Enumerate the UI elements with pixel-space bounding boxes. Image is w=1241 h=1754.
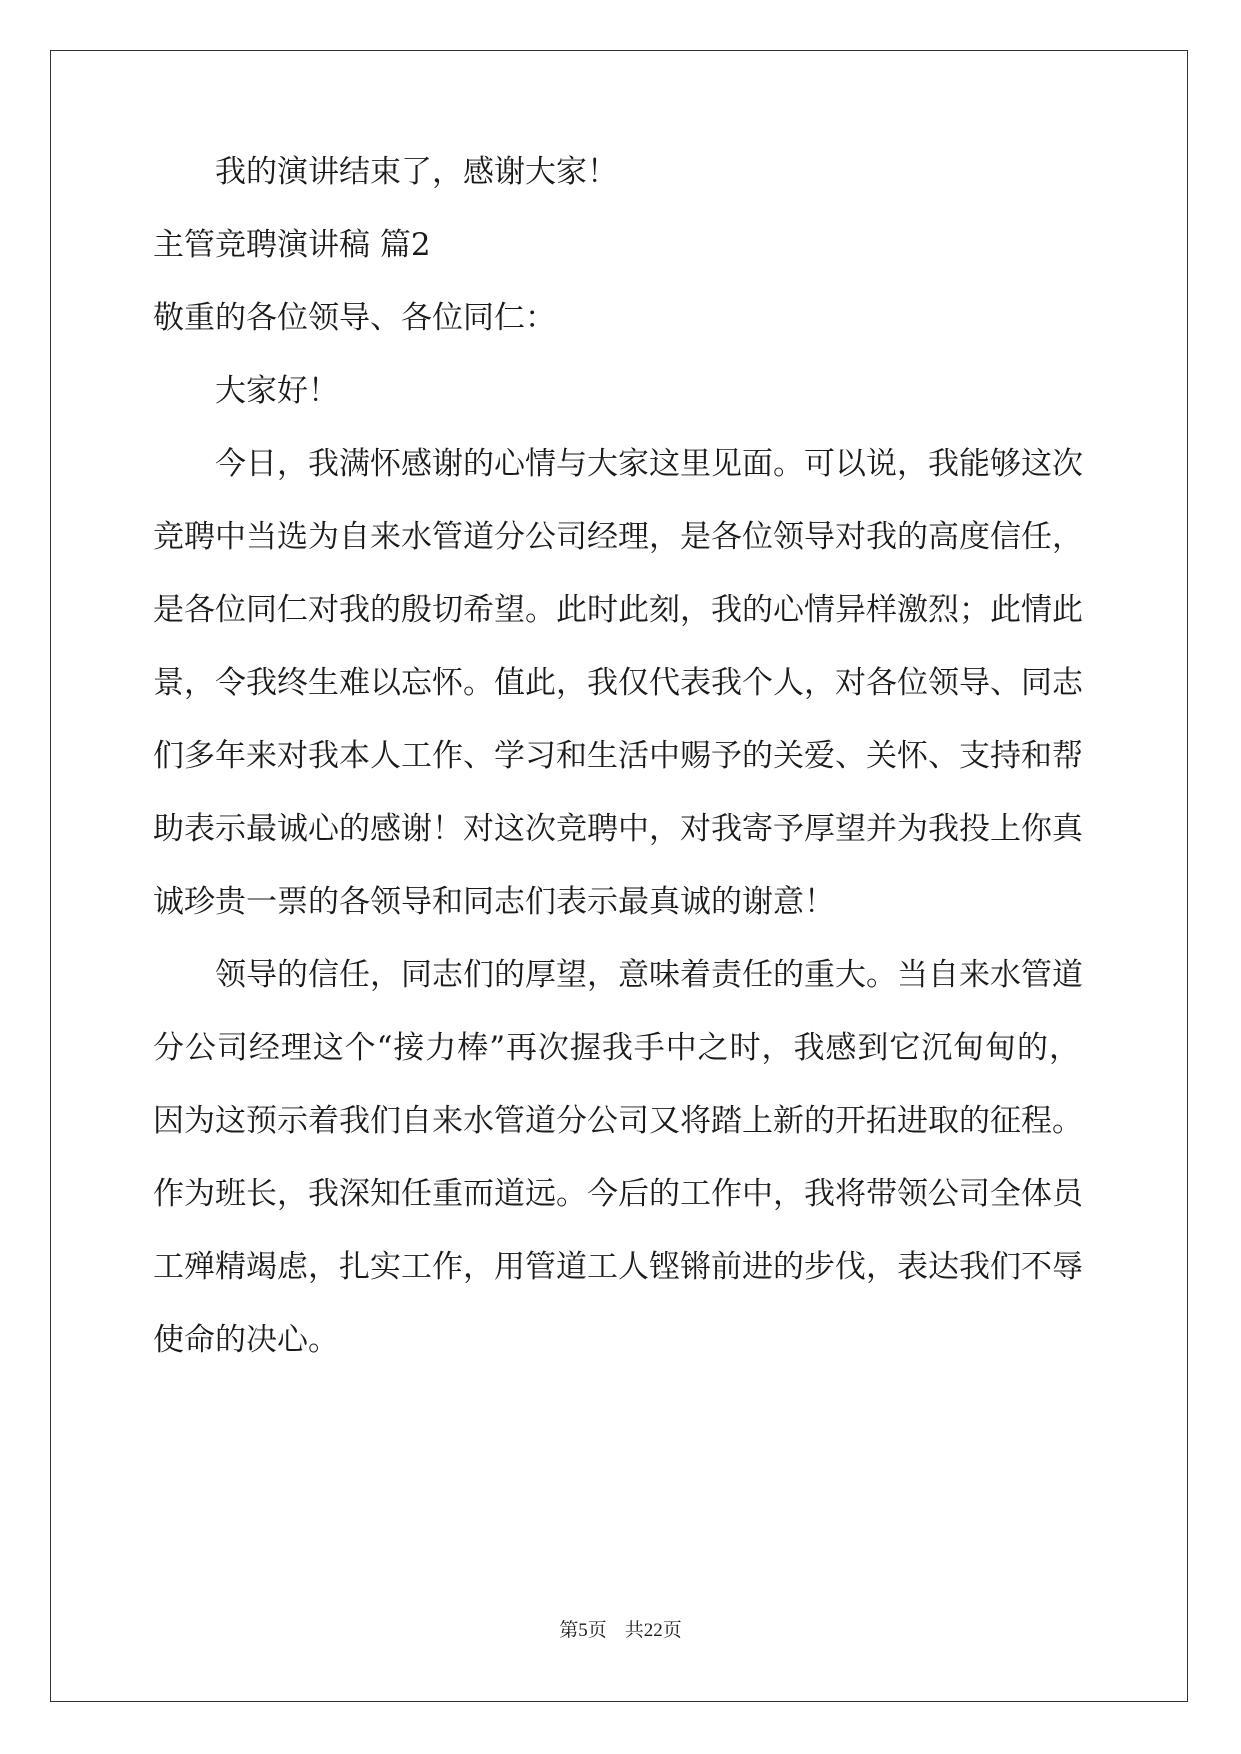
page-border: [50, 50, 1188, 1702]
section-heading: 主管竞聘演讲稿 篇2: [153, 227, 431, 263]
body-line: 竞聘中当选为自来水管道分公司经理，是各位领导对我的高度信任，: [153, 519, 1083, 555]
body-line: 今日，我满怀感谢的心情与大家这里见面。可以说，我能够这次: [215, 446, 1083, 482]
body-line: 景，令我终生难以忘怀。值此，我仅代表我个人，对各位领导、同志: [153, 665, 1083, 701]
body-line: 因为这预示着我们自来水管道分公司又将踏上新的开拓进取的征程。: [153, 1103, 1083, 1139]
closing-line: 我的演讲结束了，感谢大家！: [215, 154, 618, 190]
body-line: 工殚精竭虑，扎实工作，用管道工人铿锵前进的步伐，表达我们不辱: [153, 1249, 1083, 1285]
page-number: 第5页: [559, 1620, 607, 1641]
greeting-line: 大家好！: [215, 373, 339, 409]
body-line: 使命的决心。: [153, 1322, 339, 1358]
page-footer: [0, 1621, 1241, 1640]
body-line: 们多年来对我本人工作、学习和生活中赐予的关爱、关怀、支持和帮: [153, 738, 1083, 774]
body-line: 领导的信任，同志们的厚望，意味着责任的重大。当自来水管道: [215, 957, 1083, 993]
page-total: 共22页: [624, 1620, 682, 1641]
body-line: 助表示最诚心的感谢！对这次竞聘中，对我寄予厚望并为我投上你真: [153, 811, 1083, 847]
body-line: 作为班长，我深知任重而道远。今后的工作中，我将带领公司全体员: [153, 1176, 1083, 1212]
salutation-line: 敬重的各位领导、各位同仁：: [153, 300, 556, 336]
body-line: 诚珍贵一票的各领导和同志们表示最真诚的谢意！: [153, 884, 835, 920]
body-line: 分公司经理这个“接力棒”再次握我手中之时，我感到它沉甸甸的，: [153, 1030, 1080, 1066]
body-line: 是各位同仁对我的殷切希望。此时此刻，我的心情异样激烈；此情此: [153, 592, 1083, 628]
